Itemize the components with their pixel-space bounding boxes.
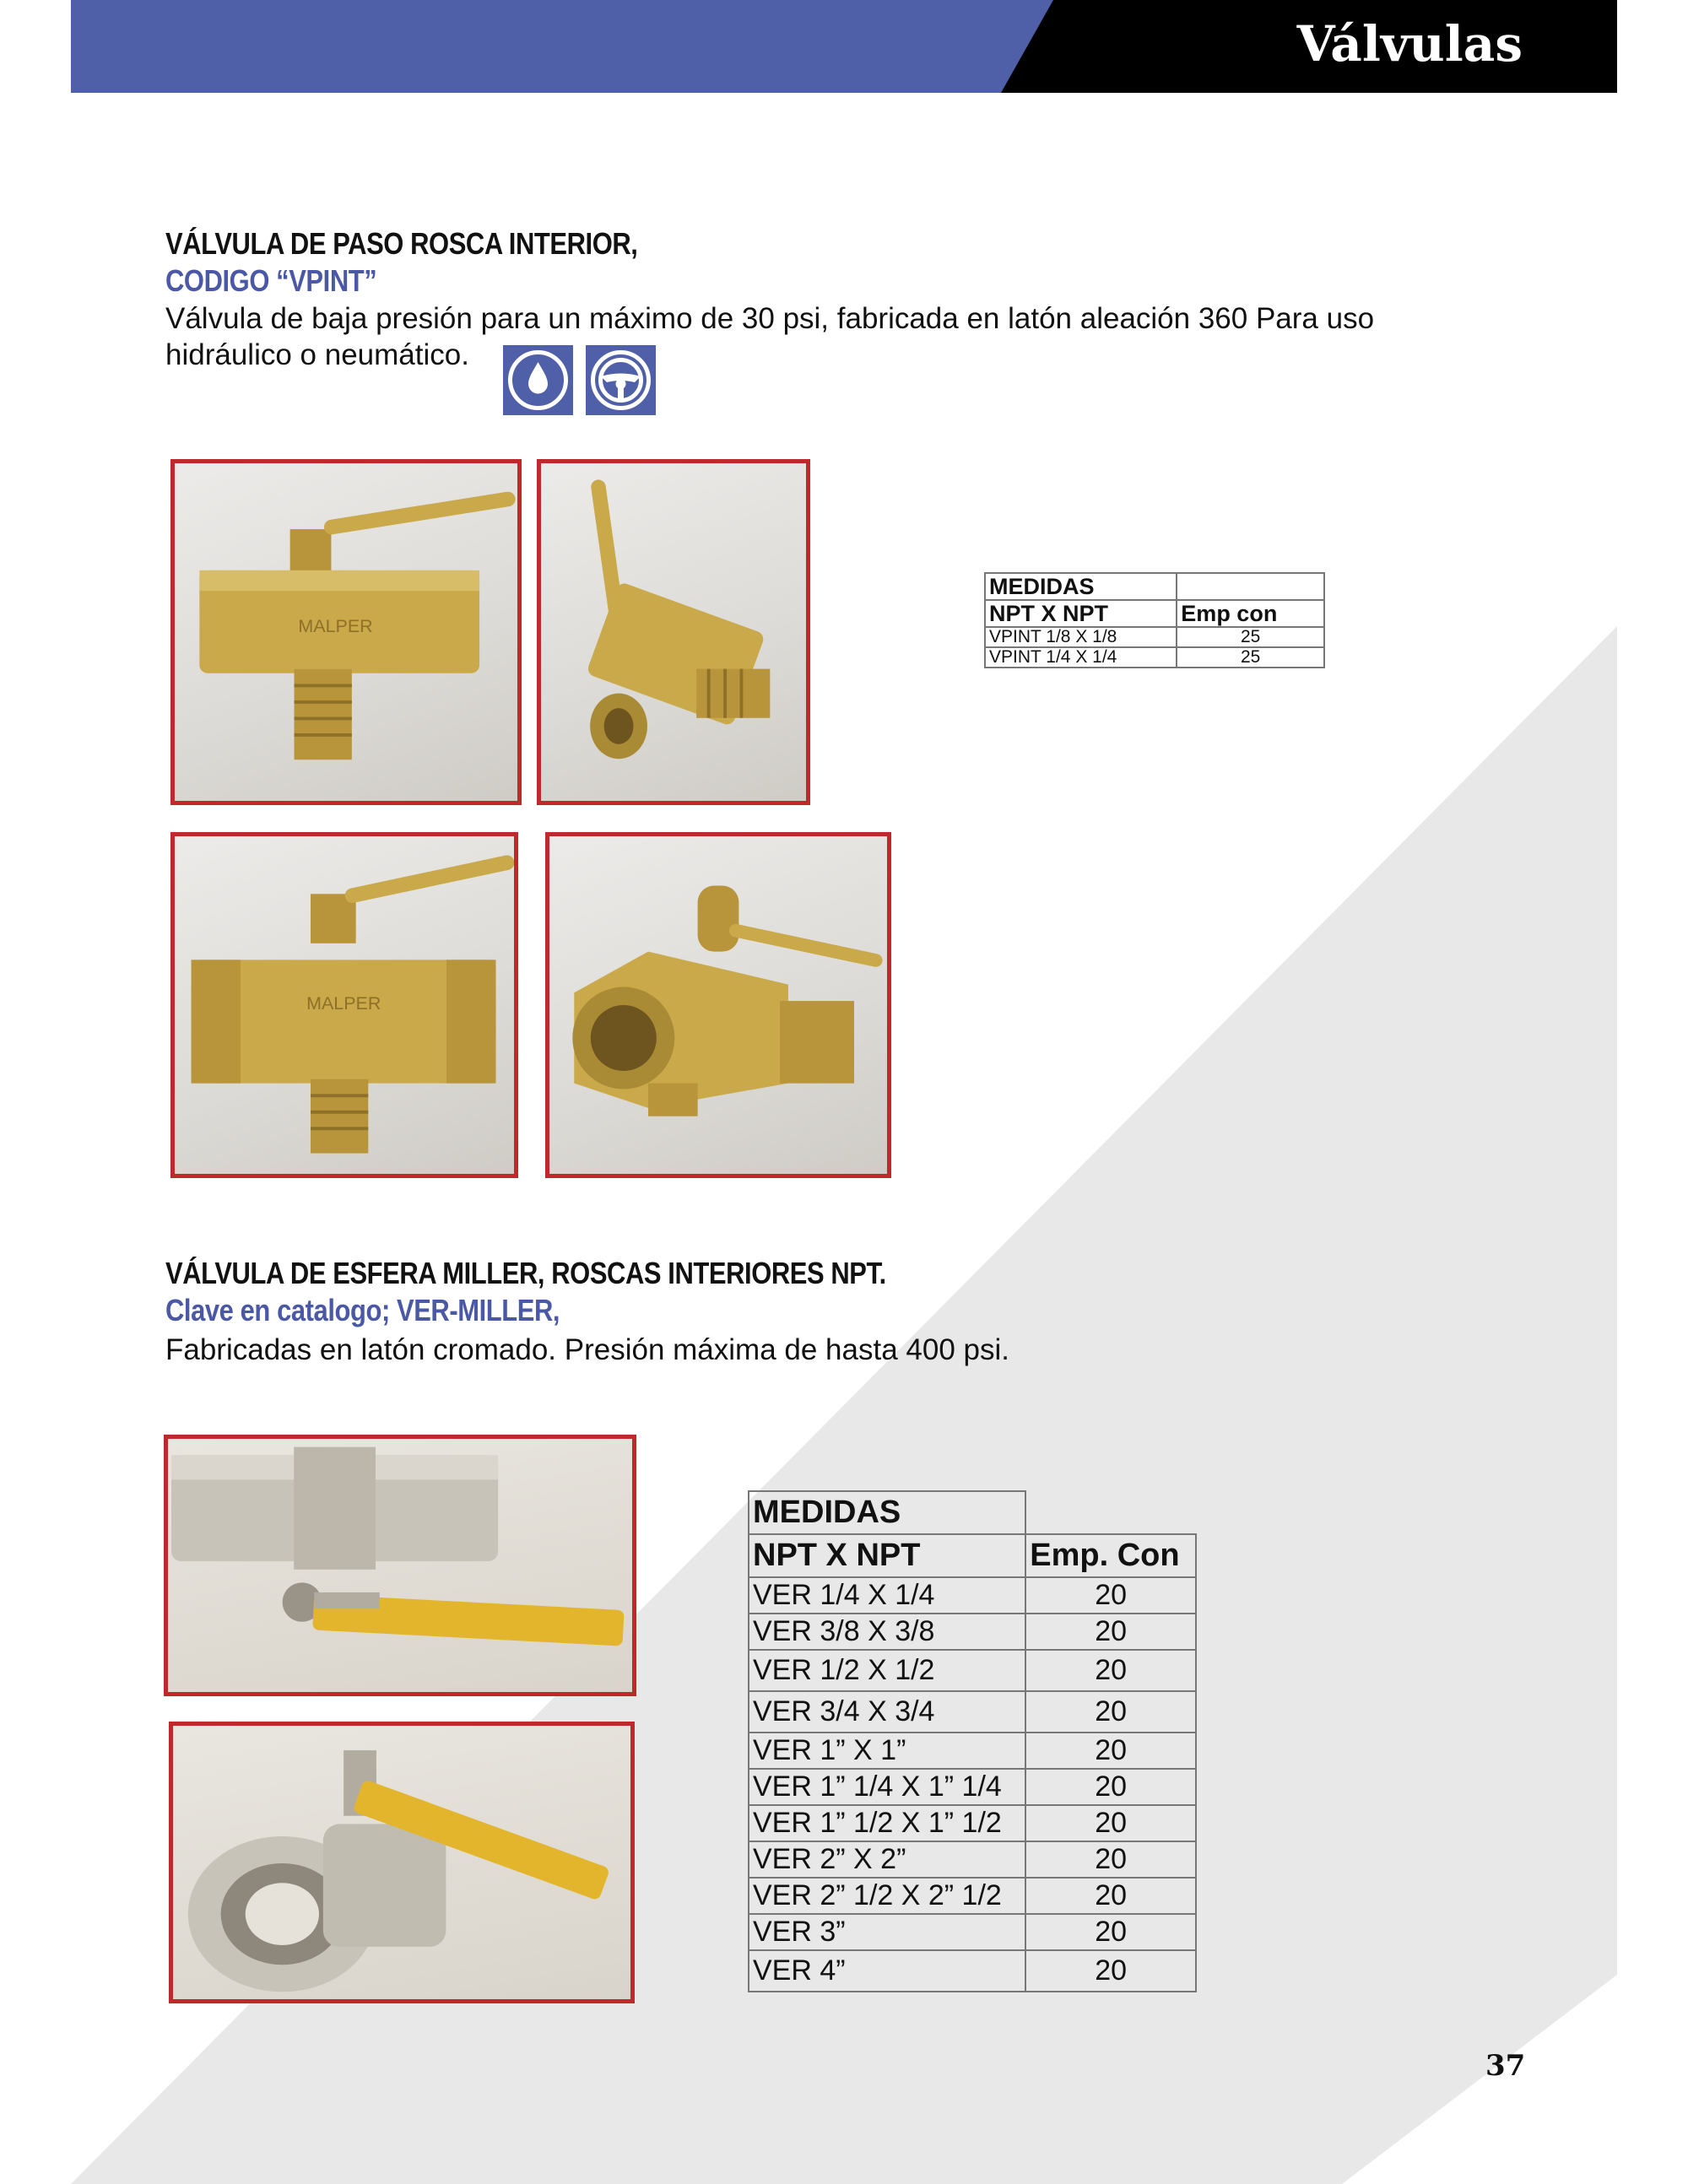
size-cell: VER 1” 1/2 X 1” 1/2 — [749, 1805, 1025, 1841]
table-row — [749, 1805, 1196, 1841]
table-row — [985, 627, 1324, 647]
table-header-row — [985, 600, 1324, 627]
header-npt: NPT X NPT — [985, 600, 1177, 627]
size-cell: VER 1/2 X 1/2 — [749, 1650, 1025, 1691]
header-medidas: MEDIDAS — [749, 1491, 1025, 1534]
vpint-sizes-table — [984, 572, 1325, 668]
qty-cell: 20 — [1025, 1878, 1196, 1914]
product-photo-vpint-side — [170, 832, 518, 1178]
section2-description: Fabricadas en latón cromado. Presión máxima de hasta 400 psi. — [165, 1333, 1009, 1366]
table-row — [749, 1950, 1196, 1992]
section2-title: VÁLVULA DE ESFERA MILLER, ROSCAS INTERIORES NPT. — [165, 1256, 886, 1290]
water-drop-icon — [503, 345, 573, 415]
product-photo-vpint-angle — [537, 459, 810, 805]
size-cell: VER 3/4 X 3/4 — [749, 1691, 1025, 1733]
product-photo-vpint-end — [545, 832, 891, 1178]
table-row — [749, 1914, 1196, 1950]
qty-cell: 20 — [1025, 1805, 1196, 1841]
table-row — [749, 1614, 1196, 1650]
size-cell: VER 2” X 2” — [749, 1841, 1025, 1878]
size-cell: VER 1/4 X 1/4 — [749, 1577, 1025, 1614]
size-cell: VER 3” — [749, 1914, 1025, 1950]
table-row — [749, 1733, 1196, 1769]
header-blank — [1177, 573, 1324, 600]
table-header-row — [985, 573, 1324, 600]
size-cell: VER 4” — [749, 1950, 1025, 1992]
section1-code: CODIGO “VPINT” — [165, 263, 377, 298]
table-row — [749, 1691, 1196, 1733]
qty-cell: 20 — [1025, 1950, 1196, 1992]
page-title: Válvulas — [1296, 15, 1523, 73]
size-cell: VPINT 1/4 X 1/4 — [985, 647, 1177, 668]
size-cell: VER 1” 1/4 X 1” 1/4 — [749, 1769, 1025, 1805]
header-emp-con: Emp con — [1177, 600, 1324, 627]
product-photo-miller-angle — [169, 1722, 635, 2003]
qty-cell: 20 — [1025, 1577, 1196, 1614]
size-cell: VER 1” X 1” — [749, 1733, 1025, 1769]
size-cell: VPINT 1/8 X 1/8 — [985, 627, 1177, 647]
svg-text:MALPER: MALPER — [306, 992, 381, 1014]
table-row — [749, 1841, 1196, 1878]
qty-cell: 20 — [1025, 1769, 1196, 1805]
section1-description-line1: Válvula de baja presión para un máximo de 30 psi, fabricada en latón aleación 360 Para uso — [165, 302, 1375, 335]
table-row — [749, 1878, 1196, 1914]
size-cell: VER 2” 1/2 X 2” 1/2 — [749, 1878, 1025, 1914]
svg-text:MALPER: MALPER — [298, 616, 373, 636]
qty-cell: 20 — [1025, 1841, 1196, 1878]
header-medidas: MEDIDAS — [985, 573, 1177, 600]
table-header-row — [749, 1491, 1196, 1534]
product-photo-miller-side — [164, 1435, 636, 1696]
qty-cell: 20 — [1025, 1691, 1196, 1733]
section1-description-line2: hidráulico o neumático. — [165, 338, 469, 371]
qty-cell: 20 — [1025, 1650, 1196, 1691]
steering-wheel-icon — [586, 345, 656, 415]
table-header-row — [749, 1534, 1196, 1577]
section2-code: Clave en catalogo; VER-MILLER, — [165, 1293, 560, 1327]
table-row — [749, 1769, 1196, 1805]
qty-cell: 20 — [1025, 1614, 1196, 1650]
qty-cell: 25 — [1177, 647, 1324, 668]
header-emp-con: Emp. Con — [1025, 1534, 1196, 1577]
miller-sizes-table — [748, 1490, 1197, 1992]
table-row — [985, 647, 1324, 668]
qty-cell: 20 — [1025, 1733, 1196, 1769]
qty-cell: 25 — [1177, 627, 1324, 647]
table-row — [749, 1650, 1196, 1691]
section1-title: VÁLVULA DE PASO ROSCA INTERIOR, — [165, 226, 638, 261]
header-npt: NPT X NPT — [749, 1534, 1025, 1577]
table-row — [749, 1577, 1196, 1614]
product-photo-vpint-front — [170, 459, 522, 805]
size-cell: VER 3/8 X 3/8 — [749, 1614, 1025, 1650]
page-number: 37 — [1485, 2049, 1526, 2083]
qty-cell: 20 — [1025, 1914, 1196, 1950]
header-bar — [71, 0, 1617, 93]
header-blank — [1025, 1491, 1196, 1534]
